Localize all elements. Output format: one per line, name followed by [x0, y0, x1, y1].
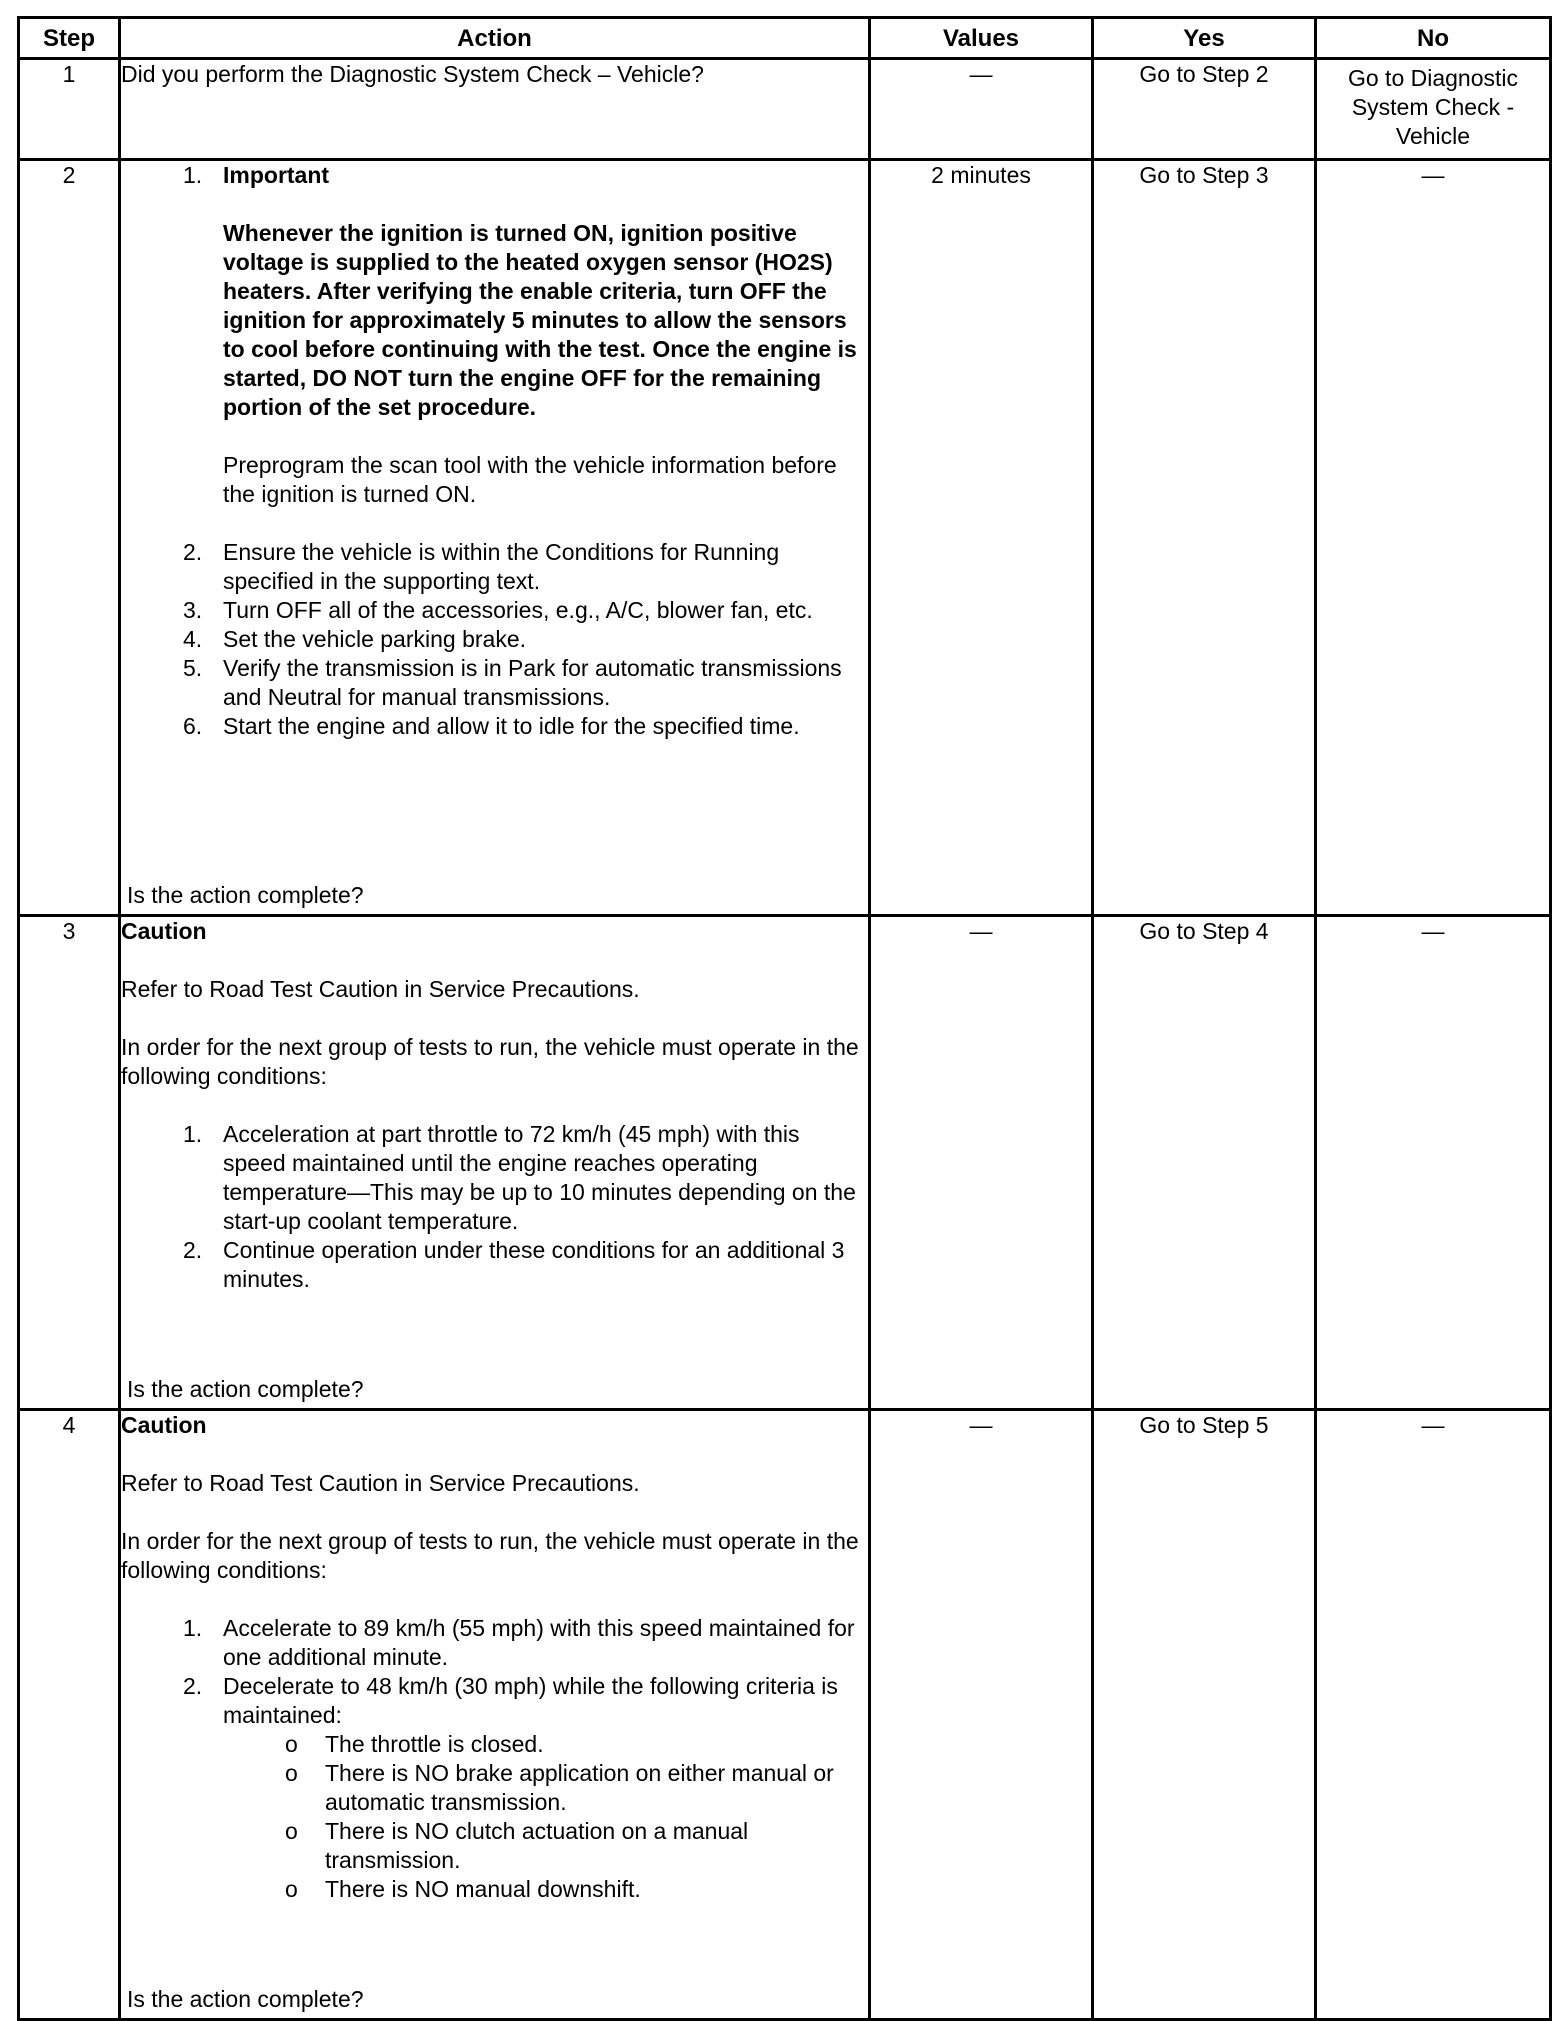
action-cell	[120, 1410, 870, 2020]
no-link[interactable]: Go to Diagnostic System Check - Vehicle	[1316, 59, 1551, 160]
intro-text: In order for the next group of tests to run, the vehicle must operate in the following conditions:	[121, 1528, 859, 1583]
values-cell: —	[870, 916, 1093, 1410]
yes-link[interactable]: Go to Step 2	[1093, 59, 1316, 160]
table-row-step-4	[19, 1410, 1551, 2020]
list-item	[121, 161, 868, 190]
list-item: 5. Verify the transmission is in Park for automatic transmissions and Neutral for manual transmissions.	[183, 655, 842, 710]
yes-link[interactable]: Go to Step 5	[1093, 1410, 1316, 2020]
table-row-step-1	[19, 59, 1551, 160]
list-item: o There is NO brake application on either manual or automatic transmission.	[285, 1760, 834, 1815]
table-row-step-2	[19, 160, 1551, 916]
list-item: 1. Acceleration at part throttle to 72 km/h (45 mph) with this speed maintained until the engine reaches operating temperature—This may be up to 10 minutes depending on the start-up coolant temperature.	[183, 1121, 856, 1234]
header-no: No	[1316, 18, 1551, 59]
procedure-list	[121, 538, 868, 741]
table-row-step-3	[19, 916, 1551, 1410]
yes-link[interactable]: Go to Step 3	[1093, 160, 1316, 916]
list-item: 2. Ensure the vehicle is within the Conditions for Running specified in the supporting text.	[183, 539, 780, 594]
step-number: 4	[19, 1410, 120, 2020]
step-number: 2	[19, 160, 120, 916]
list-item: 2. Decelerate to 48 km/h (30 mph) while the following criteria is maintained:	[183, 1673, 838, 1728]
header-row	[19, 18, 1551, 59]
criteria-list	[121, 1730, 868, 1904]
action-cell	[120, 160, 870, 916]
yes-link[interactable]: Go to Step 4	[1093, 916, 1316, 1410]
action-cell	[120, 916, 870, 1410]
header-values: Values	[870, 18, 1093, 59]
important-note: Whenever the ignition is turned ON, ignition positive voltage is supplied to the heated oxygen sensor (HO2S) heaters. After verifying the enable criteria, turn OFF the ignition for approximately 5 minutes to allow the sensors to cool before continuing with the test. Once the engine is started, DO NOT turn the engine OFF for the remaining portion of the set procedure.	[223, 220, 857, 420]
refer-text: Refer to Road Test Caution in Service Precautions.	[121, 1470, 640, 1496]
question-text: Is the action complete?	[127, 1986, 364, 2012]
step-number: 1	[19, 59, 120, 160]
preprogram-text: Preprogram the scan tool with the vehicle information before the ignition is turned ON.	[223, 452, 837, 507]
values-cell: —	[870, 59, 1093, 160]
procedure-list	[121, 161, 868, 190]
list-item: 3. Turn OFF all of the accessories, e.g., A/C, blower fan, etc.	[183, 597, 813, 623]
question-text: Is the action complete?	[127, 882, 364, 908]
no-cell: —	[1316, 160, 1551, 916]
diagnostic-table	[17, 16, 1552, 2021]
list-item: 1. Accelerate to 89 km/h (55 mph) with this speed maintained for one additional minute.	[183, 1615, 855, 1670]
header-yes: Yes	[1093, 18, 1316, 59]
item-number: 1.	[183, 162, 203, 188]
question-text: Is the action complete?	[127, 1376, 364, 1402]
important-title: Important	[223, 162, 330, 188]
list-item: 4. Set the vehicle parking brake.	[183, 626, 527, 652]
header-step: Step	[19, 18, 120, 59]
no-cell: —	[1316, 916, 1551, 1410]
list-item: o The throttle is closed.	[285, 1731, 544, 1757]
no-cell: —	[1316, 1410, 1551, 2020]
intro-text: In order for the next group of tests to run, the vehicle must operate in the following conditions:	[121, 1034, 859, 1089]
values-cell: 2 minutes	[870, 160, 1093, 916]
list-item: 2. Continue operation under these conditions for an additional 3 minutes.	[183, 1237, 845, 1292]
list-item: o There is NO manual downshift.	[285, 1876, 641, 1902]
conditions-list	[121, 1614, 868, 1730]
values-cell: —	[870, 1410, 1093, 2020]
caution-title: Caution	[121, 1412, 207, 1438]
header-action: Action	[120, 18, 870, 59]
conditions-list	[121, 1120, 868, 1294]
caution-title: Caution	[121, 918, 207, 944]
refer-text: Refer to Road Test Caution in Service Precautions.	[121, 976, 640, 1002]
action-text: Did you perform the Diagnostic System Check – Vehicle?	[120, 59, 870, 160]
step-number: 3	[19, 916, 120, 1410]
list-item: 6. Start the engine and allow it to idle for the specified time.	[183, 713, 800, 739]
list-item: o There is NO clutch actuation on a manual transmission.	[285, 1818, 749, 1873]
